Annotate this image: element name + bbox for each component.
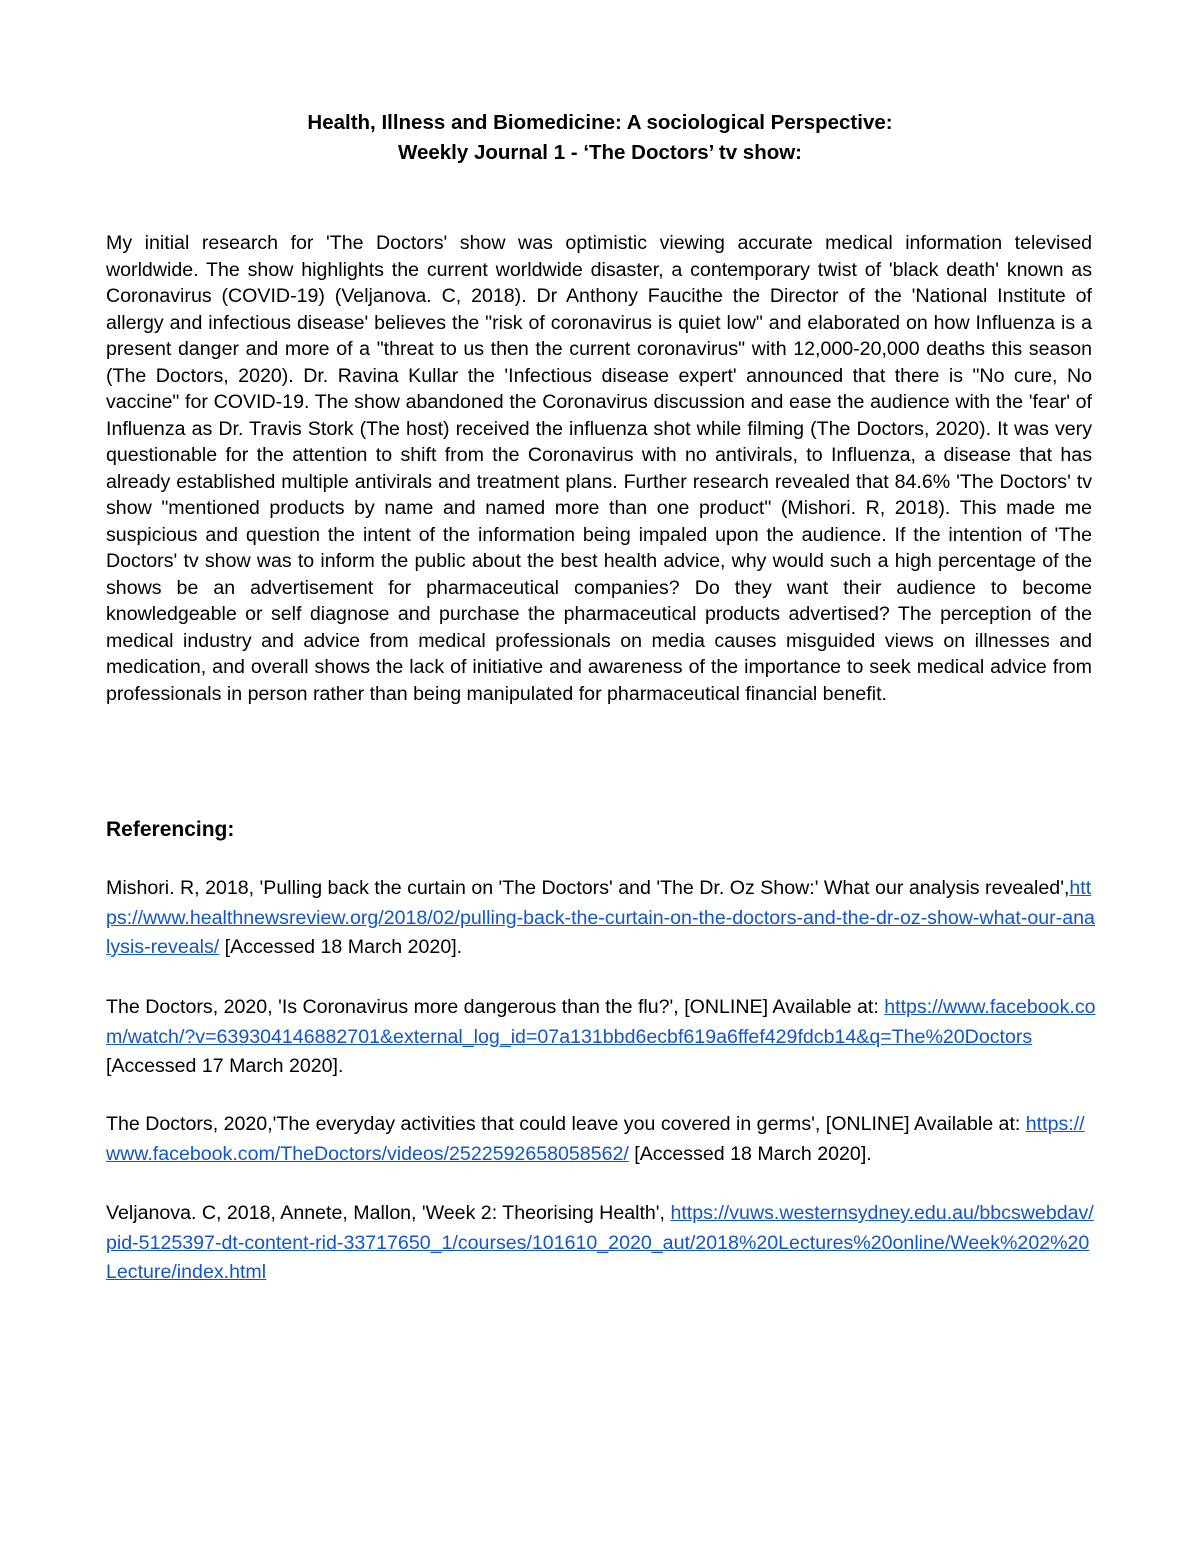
reference-entry bbox=[106, 993, 1096, 1082]
reference-text: Veljanova. C, 2018, Annete, Mallon, 'Week 2: Theorising Health', bbox=[106, 1202, 671, 1224]
title-line-2: Weekly Journal 1 - ‘The Doctors’ tv show: bbox=[397, 141, 803, 164]
reference-accessed: [Accessed 17 March 2020]. bbox=[106, 1055, 344, 1077]
reference-link[interactable]: https://www.healthnewsreview.org/2018/02/pulling-back-the-curtain-on-the-doctors-and-the-dr-oz-show-what-our-analysis-reveals/ bbox=[106, 877, 1095, 958]
reference-link[interactable]: https://vuws.westernsydney.edu.au/bbcswebdav/pid-5125397-dt-content-rid-33717650_1/courses/101610_2020_aut/2018%20Lectures%20online/Week%202%20Lecture/index.html bbox=[106, 1202, 1094, 1283]
references-heading: Referencing: bbox=[106, 818, 235, 841]
reference-accessed: [Accessed 18 March 2020]. bbox=[628, 1142, 872, 1165]
reference-link[interactable]: https://www.facebook.com/watch/?v=639304146882701&external_log_id=07a131bbd6ecbf619a6ffef429fdcb14&q=The%20Doctors bbox=[106, 996, 1096, 1048]
reference-text: The Doctors, 2020, 'Is Coronavirus more dangerous than the flu?', [ONLINE] Available at: bbox=[106, 996, 885, 1018]
reference-link[interactable]: https://www.facebook.com/TheDoctors/videos/2522592658058562/ bbox=[106, 1113, 1085, 1165]
document-title bbox=[106, 108, 1094, 168]
reference-entry bbox=[106, 1110, 1096, 1169]
reference-entry bbox=[106, 1199, 1096, 1288]
journal-body-paragraph: My initial research for 'The Doctors' show was optimistic viewing accurate medical information televised worldwide. The show highlights the current worldwide disaster, a contemporary twist of 'black death' known as Coronavirus (COVID-19) (Veljanova. C, 2018). Dr Anthony Faucithe the Director of the 'National Institute of allergy and infectious disease' believes the "risk of coronavirus is quiet low" and elaborated on how Influenza is a present danger and more of a "threat to us then the current coronavirus" with 12,000-20,000 deaths this season (The Doctors, 2020). Dr. Ravina Kullar the 'Infectious disease expert' announced that there is "No cure, No vaccine" for COVID-19. The show abandoned the Coronavirus discussion and ease the audience with the 'fear' of Influenza as Dr. Travis Stork (The host) received the influenza shot while filming (The Doctors, 2020). It was very questionable for the attention to shift from the Coronavirus with no antivirals, to Influenza, a disease that has already established multiple antivirals and treatment plans. Further research revealed that 84.6% 'The Doctors' tv show "mentioned products by name and named more than one product" (Mishori. R, 2018). This made me suspicious and question the intent of the information being impaled upon the audience. If the intention of 'The Doctors' tv show was to inform the public about the best health advice, why would such a high percentage of the shows be an advertisement for pharmaceutical companies? Do they want their audience to become knowledgeable or self diagnose and purchase the pharmaceutical products advertised? The perception of the medical industry and advice from medical professionals on media causes misguided views on illnesses and medication, and overall shows the lack of initiative and awareness of the importance to seek medical advice from professionals in person rather than being manipulated for pharmaceutical financial benefit. bbox=[106, 232, 1092, 705]
reference-text: Mishori. R, 2018, 'Pulling back the curtain on 'The Doctors' and 'The Dr. Oz Show:' What our analysis revealed', bbox=[106, 877, 1070, 899]
title-line-1: Health, Illness and Biomedicine: A sociological Perspective: bbox=[307, 111, 893, 134]
reference-text: The Doctors, 2020,'The everyday activities that could leave you covered in germs', [ONLINE] Available at: bbox=[106, 1113, 1026, 1135]
reference-accessed: [Accessed 18 March 2020]. bbox=[219, 936, 463, 958]
reference-entry bbox=[106, 874, 1096, 963]
